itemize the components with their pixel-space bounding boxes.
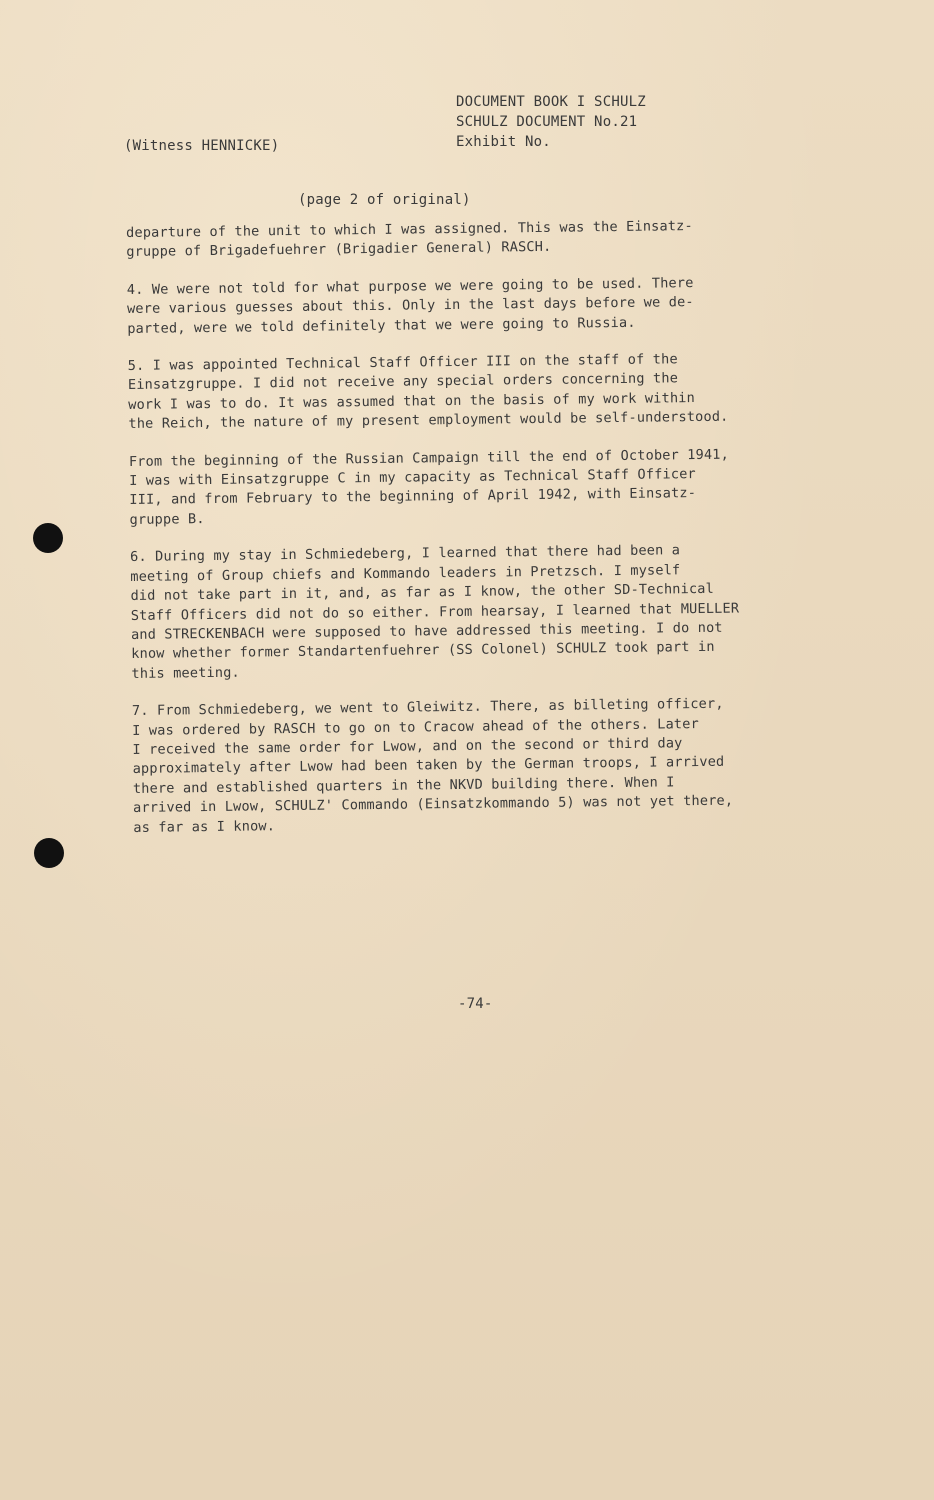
paragraph-4: 4. We were not told for what purpose we were going to be used. There were various guesses about this. Only in the last days before we de- parted, were we told definitely that we were going to Russia. [126,274,694,337]
page-note: (page 2 of original) [298,192,471,208]
punch-hole-bottom [34,838,64,868]
document-header [456,92,646,152]
body-text [126,215,834,855]
witness-label: (Witness HENNICKE) [124,138,280,154]
punch-hole-top [33,523,63,553]
paragraph-campaign: From the beginning of the Russian Campaign till the end of October 1941, I was with Einsatzgruppe C in my capacity as Technical Staff Officer III, and from February to the beginning of April 1942, with Einsatz- gruppe B. [128,446,730,528]
page-number: -74- [458,996,493,1012]
paragraph-6: 6. During my stay in Schmiedeberg, I learned that there had been a meeting of Group chiefs and Kommando leaders in Pretzsch. I myself did not take part in it, and, as far as I know, the other SD-Technical Staff Officers did not do so either. From hearsay, I learned that MUELLER and STRECKENBACH were supposed to have addressed this meeting. I do not know whether former Standartenfuehrer (SS Colonel) SCHULZ took part in this meeting. [129,542,740,682]
paragraph-7: 7. From Schmiedeberg, we went to Gleiwitz. There, as billeting officer, I was ordered by RASCH to go on to Cracow ahead of the others. Later I received the same order for Lwow, and on the second or third day approximately after Lwow had been taken by the German troops, I arrived there and established quarters in the NKVD building there. When I arrived in Lwow, SCHULZ' Commando (Einsatzkommando 5) was not yet there, as far as I know. [131,695,734,836]
paragraph-5: 5. I was appointed Technical Staff Officer III on the staff of the Einsatzgruppe. I did not receive any special orders concerning the work I was to do. It was assumed that on the basis of my work within the Reich, the nature of my present employment would be self-understood. [127,351,729,433]
header-line-book: DOCUMENT BOOK I SCHULZ [456,94,646,110]
paragraph-continuation: departure of the unit to which I was assigned. This was the Einsatz- gruppe of Brigadefuehrer (Brigadier General) RASCH. [126,218,693,261]
header-line-document-number: SCHULZ DOCUMENT No.21 [456,114,638,130]
header-line-exhibit: Exhibit No. [456,134,551,150]
